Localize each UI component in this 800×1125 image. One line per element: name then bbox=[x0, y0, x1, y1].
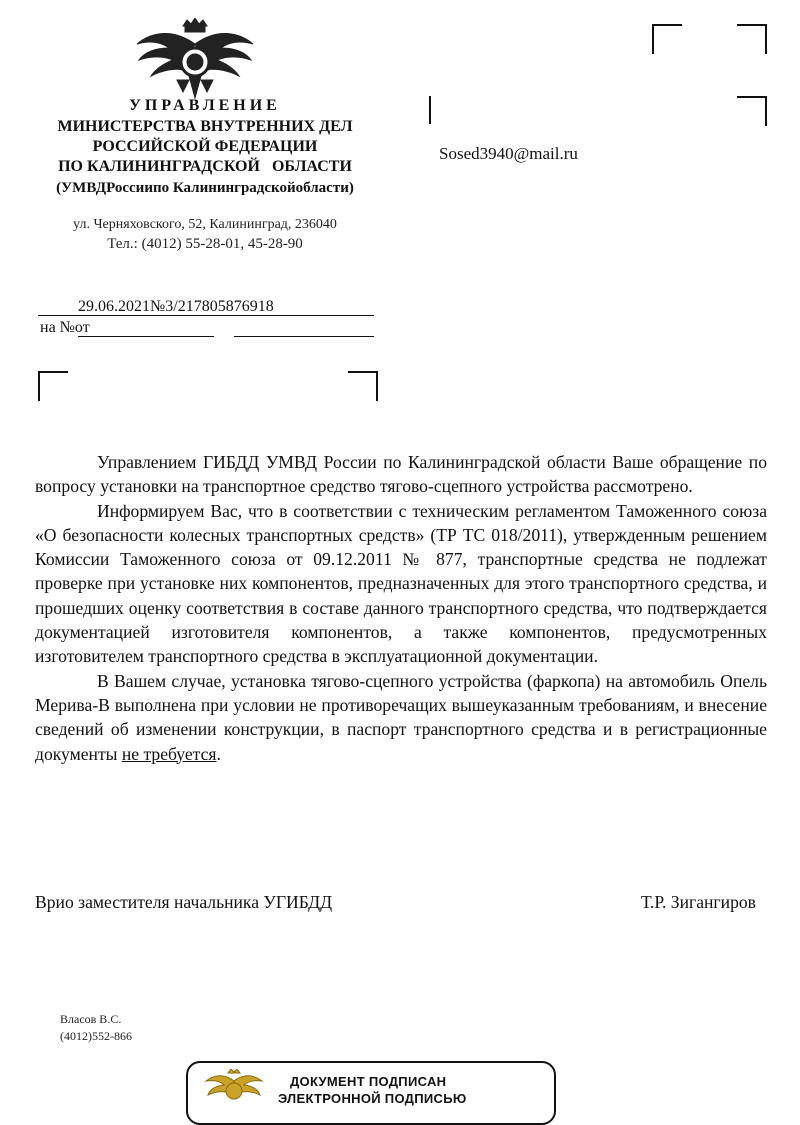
executor-phone: (4012)552-866 bbox=[60, 1029, 132, 1043]
header-title: УПРАВЛЕНИЕ bbox=[129, 97, 281, 114]
signer-name: Т.Р. Зигангиров bbox=[641, 892, 756, 912]
letter-body bbox=[35, 450, 767, 766]
org-phone: Тел.: (4012) 55-28-01, 45-28-90 bbox=[107, 236, 303, 252]
reply-date-underline bbox=[234, 336, 374, 337]
e-signature-stamp bbox=[186, 1061, 556, 1125]
corner-mark bbox=[38, 371, 68, 401]
not-required-underlined: не требуется bbox=[121, 743, 217, 764]
corner-mark bbox=[429, 96, 459, 124]
stamp-text bbox=[278, 1073, 467, 1107]
recipient-email: Sosed3940@mail.ru bbox=[439, 144, 578, 163]
header-line-abbr: (УМВДРоссиипо Калининградскойобласти) bbox=[56, 180, 354, 196]
registration-number: 29.06.2021№3/217805876918 bbox=[78, 298, 274, 315]
corner-mark bbox=[737, 24, 767, 54]
signer-position: Врио заместителя начальника УГИБДД bbox=[35, 892, 333, 912]
header-line-ministry: МИНИСТЕРСТВА ВНУТРЕННИХ ДЕЛ bbox=[57, 118, 353, 135]
emblem-eagle-icon bbox=[133, 18, 257, 102]
reply-number-underline bbox=[78, 336, 214, 337]
header-line-region: ПО КАЛИНИНГРАДСКОЙ ОБЛАСТИ bbox=[58, 158, 352, 175]
corner-mark bbox=[348, 371, 378, 401]
corner-mark bbox=[737, 96, 767, 126]
executor-name: Власов В.С. bbox=[60, 1012, 122, 1026]
org-address: ул. Черняховского, 52, Калининград, 236040 bbox=[73, 217, 337, 232]
header-line-federation: РОССИЙСКОЙ ФЕДЕРАЦИИ bbox=[92, 138, 318, 155]
paragraph-2: Информируем Вас, что в соответствии с техническим регламентом Таможенного союза «О безопасности колесных транспортных средств» (ТР ТС 018/2011), утвержденным решением Комиссии Таможенного союза от 09.12.2011 № 877, транспортные средства не подлежат проверке при установке них компонентов, предназначенных для этого транспортного средства, и прошедших оценку соответствия в составе данного транспортного средства, что подтверждается документацией изготовителя компонентов, а также компонентов, предусмотренных изготовителем транспортного средства в эксплуатационной документации. bbox=[35, 500, 767, 667]
paragraph-3-end: . bbox=[216, 743, 221, 764]
paragraph-3 bbox=[35, 669, 767, 766]
registration-underline bbox=[38, 315, 374, 316]
stamp-line-2: ЭЛЕКТРОННОЙ ПОДПИСЬЮ bbox=[278, 1091, 467, 1106]
paragraph-3-text: В Вашем случае, установка тягово-сцепного устройства (фаркопа) на автомобиль Опель Мерива-В выполнена при условии не противоречащих вышеуказанным требованиям, и внесение сведений об изменении конструкции, в паспорт транспортного средства и в регистрационные документы bbox=[35, 670, 767, 764]
paragraph-1: Управлением ГИБДД УМВД России по Калининградской области Ваше обращение по вопросу установки на транспортное средство тягово-сцепного устройства рассмотрено. bbox=[35, 452, 767, 497]
stamp-emblem-icon bbox=[204, 1069, 264, 1109]
corner-mark bbox=[652, 24, 682, 54]
stamp-line-1: ДОКУМЕНТ ПОДПИСАН bbox=[290, 1074, 447, 1089]
reply-to-label: на №от bbox=[40, 319, 90, 336]
